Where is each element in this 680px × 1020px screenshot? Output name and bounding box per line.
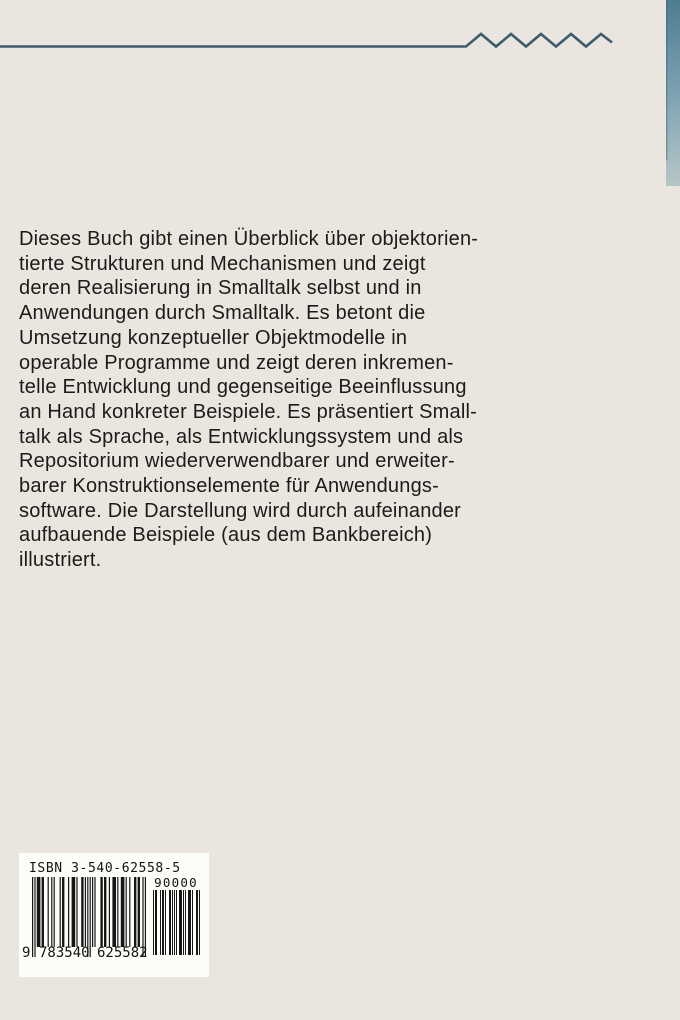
blurb-line: illustriert.: [19, 549, 102, 572]
blurb-line: aufbauende Beispiele (aus dem Bankbereich): [19, 524, 433, 547]
barcode-panel: [19, 853, 209, 977]
blurb-line: an Hand konkreter Beispiele. Es präsentiert Small-: [19, 400, 477, 423]
blurb-line: Anwendungen durch Smalltalk. Es betont die: [19, 302, 426, 325]
blurb-line: talk als Sprache, als Entwicklungssystem und als: [19, 425, 464, 448]
blurb-line: tierte Strukturen und Mechanismen und zeigt: [19, 252, 426, 275]
supplement-barcode: [152, 890, 200, 955]
zigzag-polyline: [0, 34, 612, 47]
blurb-line: Dieses Buch gibt einen Überblick über objektorien-: [19, 228, 479, 250]
blurb-line: barer Konstruktionselemente für Anwendungs-: [19, 475, 439, 498]
ean13-digit-first: 9: [22, 945, 31, 961]
isbn-label: ISBN 3-540-62558-5: [29, 861, 181, 876]
ean13-digits-left: 783540: [39, 945, 90, 961]
top-rule-zigzag-line: [0, 0, 680, 60]
blurb-line: operable Programme und zeigt deren inkremen-: [19, 351, 454, 374]
supplement-label: 90000: [154, 875, 198, 890]
ean13-digits-right: 625582: [97, 945, 148, 961]
blurb-line: Repositorium wiederverwendbarer und erweiter-: [19, 450, 455, 473]
blurb-paragraph: [19, 227, 499, 573]
spine-accent-stripe: [666, 0, 680, 186]
blurb-line: telle Entwicklung und gegenseitige Beeinflussung: [19, 376, 467, 399]
blurb-line: software. Die Darstellung wird durch aufeinander: [19, 499, 462, 522]
blurb-line: deren Realisierung in Smalltalk selbst und in: [19, 277, 422, 300]
blurb-line: Umsetzung konzeptueller Objektmodelle in: [19, 326, 408, 349]
